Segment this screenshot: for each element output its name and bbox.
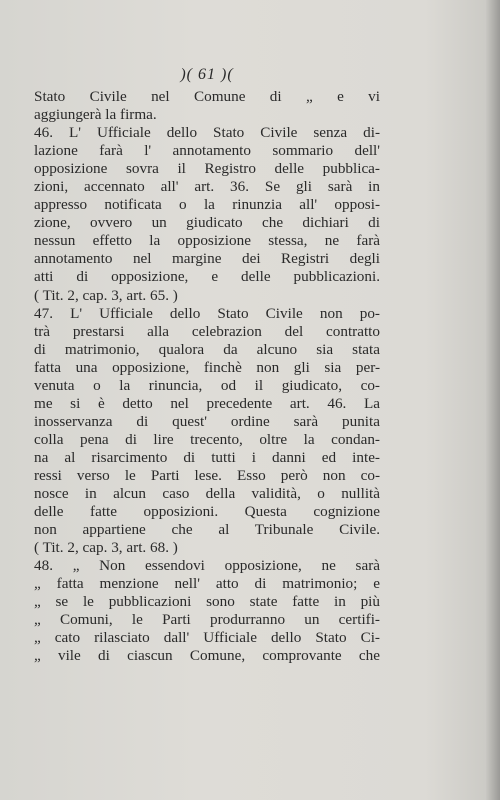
text-line: „ vile di ciascun Comune, comprovante che [34,647,380,665]
text-line: trà prestarsi alla celebrazion del contratto [34,322,380,340]
text-line: delle fatte opposizioni. Questa cognizione [34,503,380,521]
page-number: )( 61 )( [180,66,234,83]
text-line: na al risarcimento di tutti i danni ed inte- [34,448,380,466]
text-line: inosservanza di quest' ordine sarà punita [34,412,380,430]
text-line: zioni, accennato all' art. 36. Se gli sarà in [34,178,380,196]
text-line: di matrimonio, qualora da alcuno sia stata [34,340,380,358]
text-line: „ se le pubblicazioni sono state fatte in più [34,593,380,611]
text-line: ( Tit. 2, cap. 3, art. 65. ) [34,286,178,304]
text-line: „ cato rilasciato dall' Ufficiale dello Stato Ci- [34,629,380,647]
text-line: annotamento nel margine dei Registri degli [34,250,380,268]
text-line: nosce in alcun caso della validità, o nullità [34,485,380,503]
text-line: opposizione sovra il Registro delle pubblica- [34,160,380,178]
text-line: non appartiene che al Tribunale Civile. [34,521,380,539]
text-line: lazione farà l' annotamento sommario dell' [34,142,380,160]
page-edge-shadow [486,0,500,800]
text-line: „ fatta menzione nell' atto di matrimonio; e [34,575,380,593]
text-line: colla pena di lire trecento, oltre la condan- [34,430,380,448]
text-line: venuta o la rinuncia, od il giudicato, co- [34,376,380,394]
text-line: ( Tit. 2, cap. 3, art. 68. ) [34,539,178,557]
text-line: 47. L' Ufficiale dello Stato Civile non po- [34,304,380,322]
text-line: nessun effetto la opposizione stessa, ne farà [34,232,380,250]
text-line: „ Comuni, le Parti produrranno un certifi- [34,611,380,629]
text-line: me si è detto nel precedente art. 46. La [34,394,380,412]
text-line: zione, ovvero un giudicato che dichiari di [34,214,380,232]
text-line: Stato Civile nel Comune di „ e vi [34,88,380,105]
text-line: 46. L' Ufficiale dello Stato Civile senza di- [34,124,380,142]
text-line: atti di opposizione, e delle pubblicazioni. [34,268,380,286]
text-block [34,66,380,666]
text-line: aggiungerà la firma. [34,106,157,124]
text-line: ressi verso le Parti lese. Esso però non co- [34,466,380,484]
text-line: 48. „ Non essendovi opposizione, ne sarà [34,557,380,575]
text-line: fatta una opposizione, finchè non gli sia per- [34,358,380,376]
text-line: appresso notificata o la rinunzia all' opposi- [34,196,380,214]
